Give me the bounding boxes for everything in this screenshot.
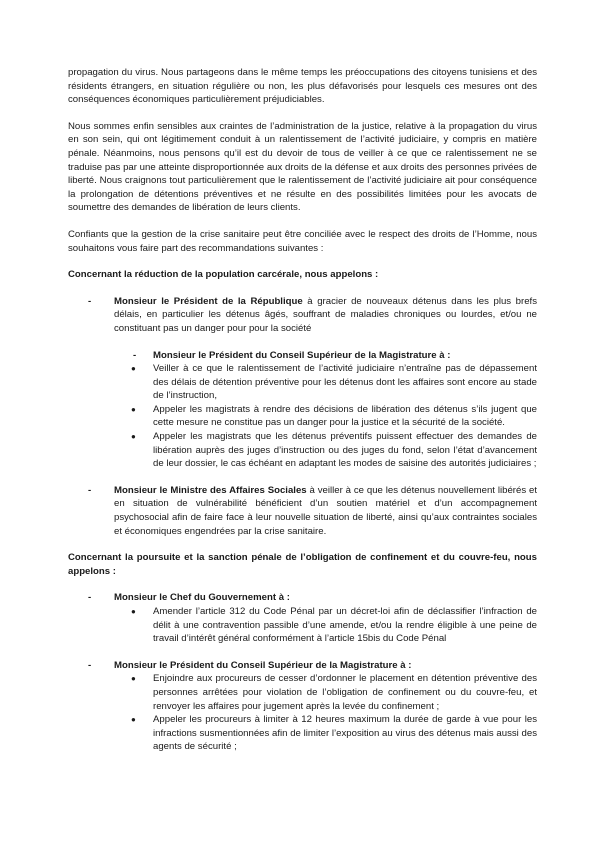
bullet-icon: ● <box>131 607 136 616</box>
recommendation-text: à : <box>397 659 412 671</box>
dash-marker: - <box>88 484 92 496</box>
list-item: ● Appeler les procureurs à limiter à 12 heures maximum la durée de garde à vue pour les infractions susmentionnées afin de limiter l’exposition au virus des détenus mais aussi des agents de sécurité ; <box>131 714 537 753</box>
bullet-icon: ● <box>131 404 136 414</box>
dash-marker: - <box>133 349 137 361</box>
bullet-icon: ● <box>131 364 136 374</box>
list-item: ● Enjoindre aux procureurs de cesser d’ordonner le placement en détention préventive des personnes arrêtées pour violation de l’obligation de confinement ou du couvre-feu, et renvoyer les affaires pour jugement après la levée du confinement ; <box>131 673 537 712</box>
addressee: Monsieur le Chef du Gouvernement <box>114 592 277 604</box>
recommendation-chef-gouvernement <box>68 591 537 605</box>
addressee: Monsieur le Président du Conseil Supérieur de la Magistrature <box>153 349 437 361</box>
dash-marker: - <box>88 592 92 604</box>
list-item: ● Appeler les magistrats à rendre des décisions de libération des détenus s’ils jugent que cette mesure ne constitue pas un danger pour la justice et la sécurité de la société. <box>131 403 537 429</box>
dash-marker: - <box>88 295 92 307</box>
recommendation-text: à : <box>436 349 451 361</box>
list-item: ● Veiller à ce que le ralentissement de l’activité judiciaire n’entraîne pas de dépassement des délais de détention préventive pour les détenus dont les affaires sont encore au stade de l’instruction, <box>131 363 537 402</box>
recommendation-ministre-affaires-sociales <box>68 484 537 538</box>
section2-heading: Concernant la poursuite et la sanction pénale de l’obligation de confinement et du couvre-feu, nous appelons : <box>68 552 537 577</box>
bullet-list <box>68 362 537 471</box>
addressee: Monsieur le Président de la République <box>114 295 303 307</box>
addressee: Monsieur le Président du Conseil Supérieur de la Magistrature <box>114 659 398 671</box>
bullet-list <box>68 672 537 754</box>
recommendation-text: à veiller à ce que les détenus nouvellement libérés et en situation de vulnérabilité bénéficient d’un soutien matériel et d’un accompagnement psychosocial afin de faire face à leur nouvelle situation de liberté, ainsi qu’aux contraintes sociales et économiques engendrées par la crise sanitaire. <box>114 484 537 537</box>
recommendation-csm-2 <box>68 659 537 673</box>
recommendation-text: à gracier de nouveaux détenus dans les plus brefs délais, en particulier les détenus âgés, souffrant de maladies chroniques ou lourdes, et/ou ne constituant pas un danger pour pour la société <box>114 295 537 334</box>
paragraph-recommendations: Confiants que la gestion de la crise sanitaire peut être conciliée avec le respect des droits de l’Homme, nous souhaitons vous faire part des recommandations suivantes : <box>68 228 537 254</box>
bullet-icon: ● <box>131 715 136 725</box>
list-item: ● Amender l’article 312 du Code Pénal par un décret-loi afin de déclassifier l’infraction de délit à une contravention passible d’une amende, et/ou la rendre éligible à une peine de travail d’intérêt général conformément à l’article 15bis du Code Pénal <box>131 606 537 645</box>
recommendation-text: à : <box>276 592 290 604</box>
recommendation-president-republique <box>68 295 537 336</box>
bullet-icon: ● <box>131 432 136 442</box>
paragraph-intro: propagation du virus. Nous partageons dans le même temps les préoccupations des citoyens tunisiens et des résidents étrangers, en situation régulière ou non, les plus défavorisés pour lesquels ces mesures ont des conséquences économiques particulièrement préjudiciables. <box>68 67 537 106</box>
list-item: ● Appeler les magistrats que les détenus préventifs puissent effectuer des demandes de libération auprès des juges d’instruction ou des juges du fond, selon l’état d’avancement de leur dossier, le cas échéant en adaptant les modes de saisine des autorités judiciaires ; <box>131 431 537 470</box>
bullet-list <box>68 605 537 646</box>
dash-marker: - <box>88 659 92 671</box>
bullet-icon: ● <box>131 674 136 684</box>
addressee: Monsieur le Ministre des Affaires Sociales <box>114 484 307 496</box>
paragraph-concerns: Nous sommes enfin sensibles aux craintes de l’administration de la justice, relative à la propagation du virus en son sein, qui ont légitimement conduit à un ralentissement de l’activité judiciaire, y compris en matière pénale. Néanmoins, nous pensons qu’il est du devoir de tous de veiller à ce que ce ralentissement ne se traduise pas par une atteinte disproportionnée aux droits de la défense et aux droits des personnes privées de liberté. Nous craignons tout particulièrement que le ralentissement de l’activité judiciaire ait pour conséquence la prolongation de détentions préventives et ne résulte en des possibilités limitées pour les avocats de soumettre des demandes de libération de leurs clients. <box>68 120 537 214</box>
section1-heading: Concernant la réduction de la population carcérale, nous appelons : <box>68 269 379 281</box>
recommendation-csm <box>68 349 537 363</box>
